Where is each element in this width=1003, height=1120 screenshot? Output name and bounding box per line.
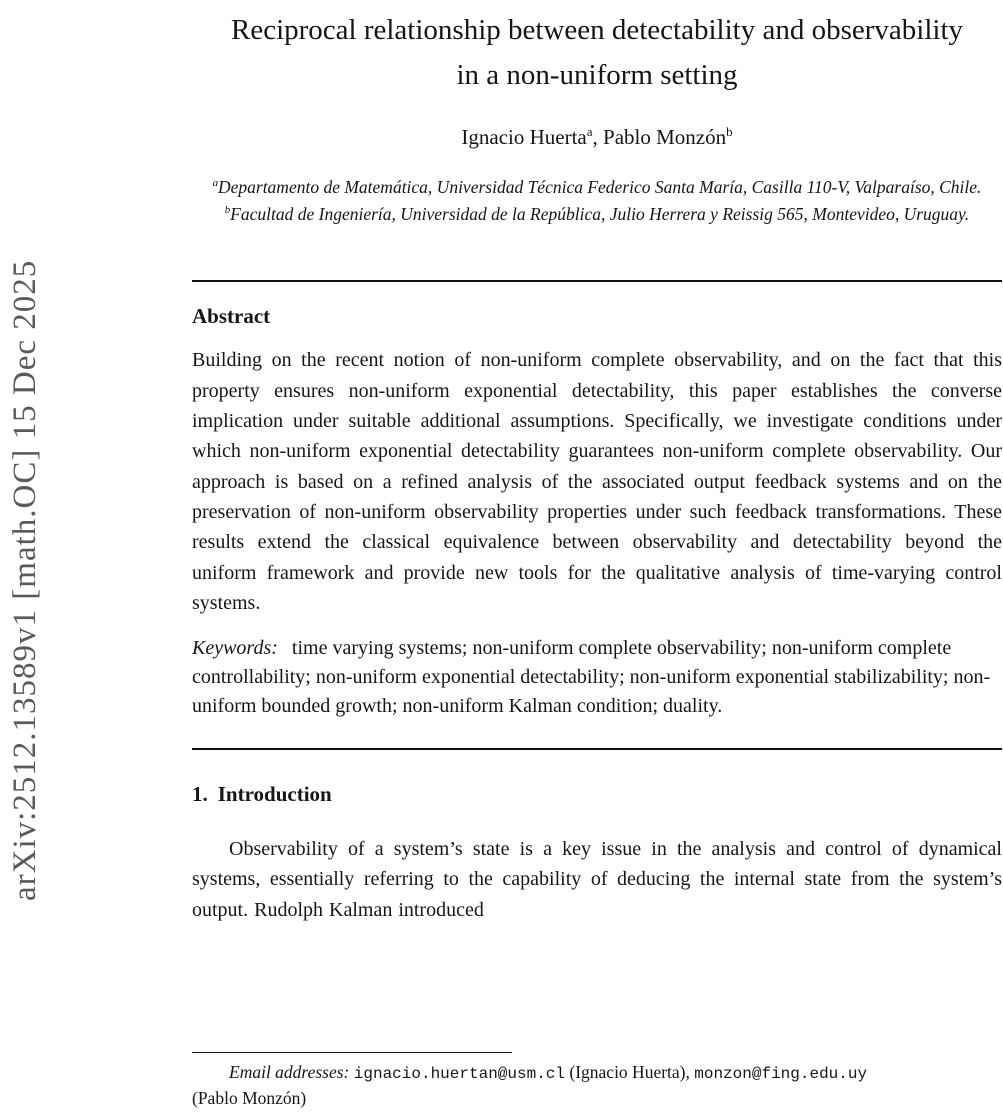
paper-content [192,0,1002,926]
keywords-paragraph [192,634,1002,722]
affiliation-a-mark: a [212,177,218,190]
affiliation-b-mark: b [224,204,231,217]
affiliations-block [192,174,1002,228]
affiliation-a-text: Departamento de Matemática, Universidad Técnica Federico Santa María, Casilla 110-V, Valparaíso, Chile. [217,176,982,197]
affiliation-a [192,174,1002,201]
footnote-block [192,1052,1003,1112]
arxiv-watermark: arXiv:2512.13589v1 [math.OC] 15 Dec 2025 [7,259,43,901]
authors-line [192,124,1002,150]
footnote-email-label: Email addresses: [229,1062,350,1082]
affiliation-b-text: Facultad de Ingeniería, Universidad de la República, Julio Herrera y Reissig 565, Montevideo, Uruguay. [230,204,970,224]
paper-title: Reciprocal relationship between detectability and observability in a non-uniform setting [231,14,963,91]
footnote-email-1: ignacio.huertan@usm.cl [353,1065,565,1083]
section-title: Introduction [217,781,332,806]
affiliation-b [192,201,1002,228]
keywords-text: time varying systems; non-uniform complete observability; non-uniform complete controllability; non-uniform exponential detectability; non-uniform exponential stabilizability; non-uniform bounded growth; non-uniform Kalman condition; duality. [192,636,991,718]
footnote-rule [192,1052,512,1053]
abstract-rule-bottom [192,748,1002,750]
author-1-affiliation-mark: a [586,123,593,139]
abstract-heading: Abstract [192,304,271,329]
authors-separator: , [592,124,598,149]
abstract-rule-top [192,280,1002,282]
section-number: 1. [192,781,208,806]
author-2-name: Pablo Monzón [603,124,727,149]
footnote-name-1: (Ignacio Huerta), [569,1062,690,1082]
footnote-text [192,1060,1003,1112]
footnote-email-2: monzon@fing.edu.uy [694,1065,868,1083]
author-1-name: Ignacio Huerta [461,124,587,149]
footnote-name-2: (Pablo Monzón) [192,1088,307,1109]
author-2-affiliation-mark: b [726,123,733,139]
keywords-label: Keywords: [192,636,278,659]
section-heading [192,782,1002,807]
introduction-paragraph: Observability of a system’s state is a key issue in the analysis and control of dynamical systems, essentially referring to the capability of deducing the internal state from the system’s output. Rudolph Kalman introduced [192,837,1002,921]
abstract-body: Building on the recent notion of non-uniform complete observability, and on the fact that this property ensures non-uniform exponential detectability, this paper establishes the converse implication under suitable additional assumptions. Specifically, we investigate conditions under which non-uniform exponential detectability guarantees non-uniform complete observability. Our approach is based on a refined analysis of the associated output feedback systems and on the preservation of non-uniform observability properties under such feedback transformations. These results extend the classical equivalence between observability and detectability beyond the uniform framework and provide new tools for the qualitative analysis of time-varying control systems. [192,349,1002,615]
